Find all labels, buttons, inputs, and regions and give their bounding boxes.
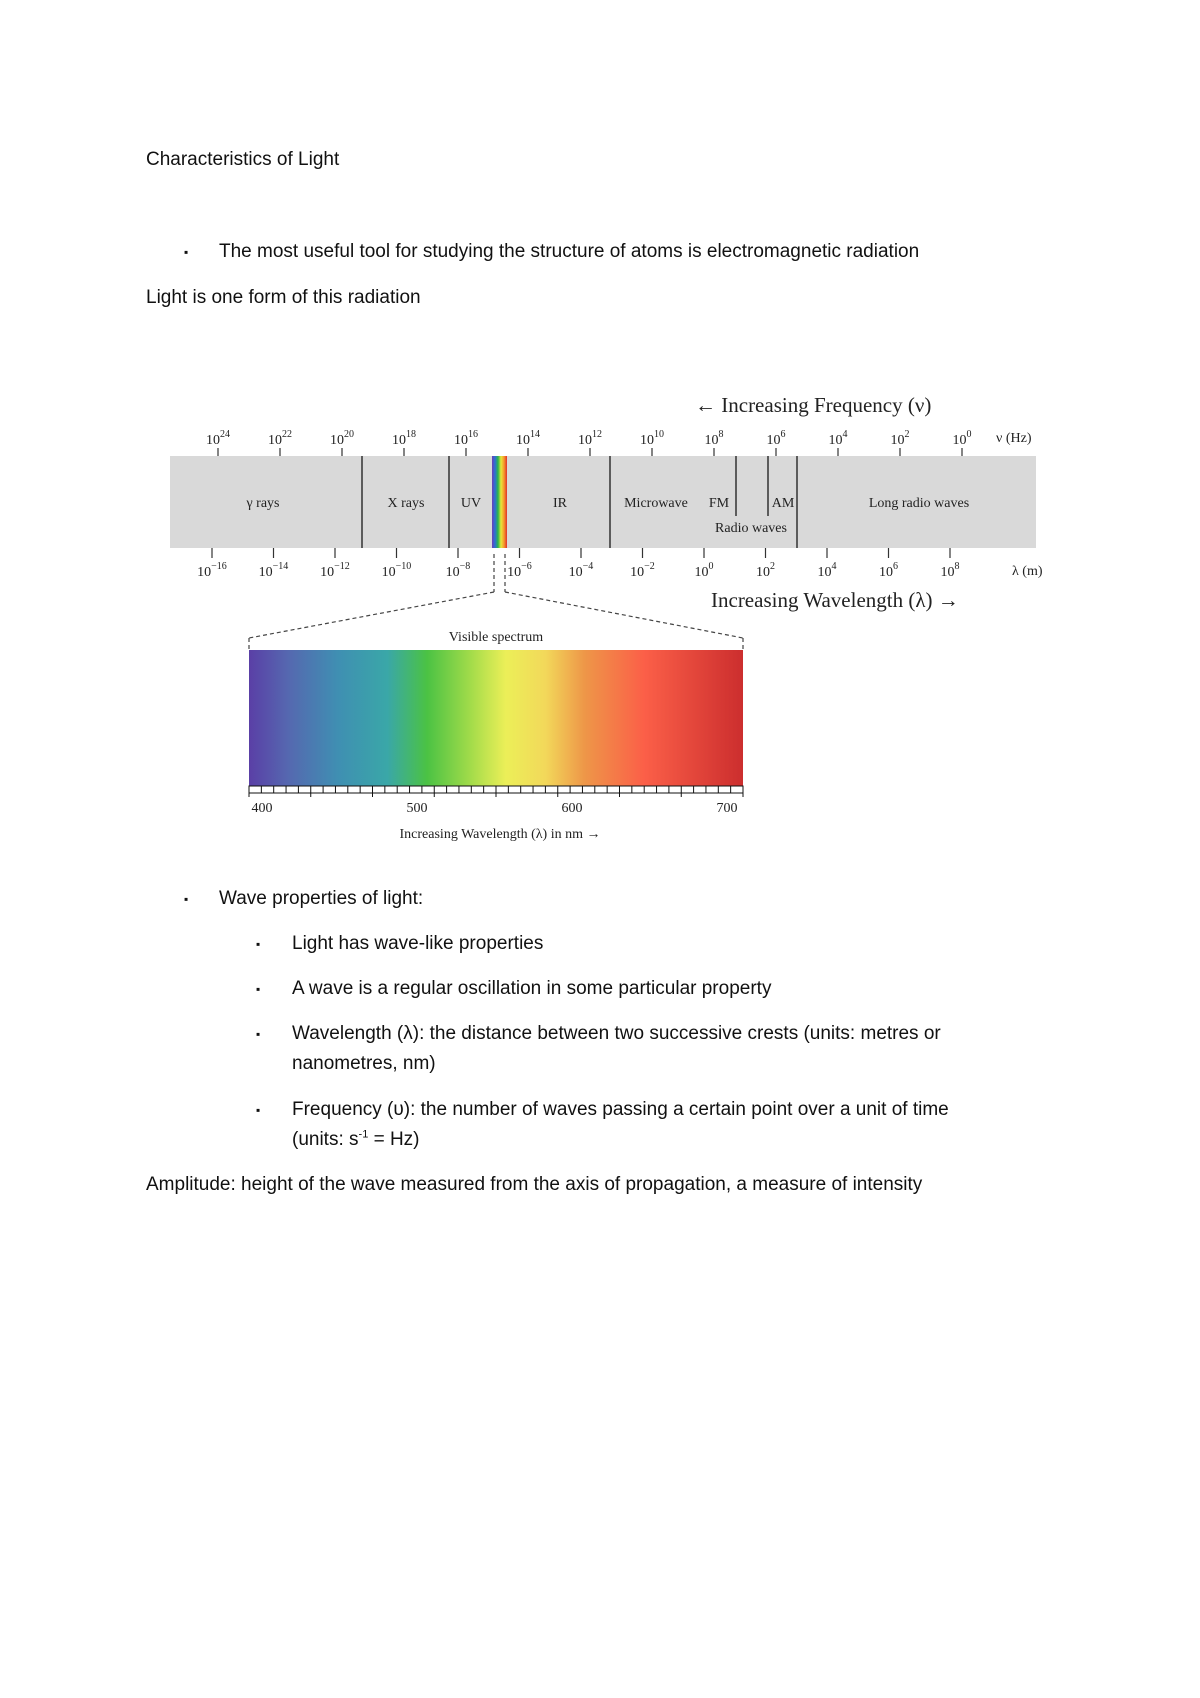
visible-scale-ticks [249,786,743,797]
sub-bullet-frequency: Frequency (υ): the number of waves passing a certain point over a unit of time [292,1099,949,1120]
frequency-unit-label: ν (Hz) [996,431,1032,446]
frequency-ticks [218,448,962,456]
frequency-tick-label: $10^{12}$ [578,429,602,448]
region-gamma-rays: γ rays [246,496,280,511]
frequency-tick-label: $10^6$ [766,429,786,448]
units-text-end: = Hz) [368,1129,420,1150]
frequency-tick-label: $10^2$ [890,429,910,448]
wavelength-tick-label: $10^{-8}$ [445,561,471,580]
frequency-tick-label: $10^4$ [828,429,848,448]
wavelength-tick-label: $10^0$ [694,561,714,580]
sub-bullet-wavelength-cont: nanometres, nm) [292,1053,436,1074]
intro-line: Light is one form of this radiation [146,287,421,308]
wavelength-tick-label: $10^8$ [940,561,960,580]
wavelength-tick-label: $10^6$ [879,561,898,580]
wavelength-tick-label: $10^{-4}$ [568,561,594,580]
frequency-tick-label: $10^{14}$ [516,429,540,448]
frequency-tick-label: $10^{22}$ [268,429,292,448]
wavelength-tick-label: $10^4$ [817,561,837,580]
wavelength-axis-title: Increasing Wavelength (λ) → [711,588,959,612]
frequency-tick-label: $10^{16}$ [454,429,478,448]
sub-bullet-frequency-units [292,1128,420,1152]
sub-bullet-oscillation: A wave is a regular oscillation in some particular property [292,978,772,999]
visible-spectrum-title: Visible spectrum [448,630,544,645]
intro-bullet-text: The most useful tool for studying the structure of atoms is electromagnetic radiation [219,241,920,262]
wavelength-tick-label: $10^{-6}$ [507,561,532,580]
visible-tick-400: 400 [251,801,273,816]
visible-tick-600: 600 [561,801,583,816]
em-spectrum-figure [170,388,1045,858]
page-title: Characteristics of Light [146,149,340,170]
visible-spectrum-bar [249,650,743,786]
sub-bullet-marker: ▪ [256,937,261,951]
region-fm: FM [708,496,730,511]
wavelength-tick-label: $10^2$ [756,561,775,580]
wavelength-tick-label: $10^{-14}$ [258,561,289,580]
wavelength-tick-label: $10^{-10}$ [381,561,412,580]
frequency-tick-label: $10^8$ [704,429,724,448]
visible-tick-500: 500 [406,801,428,816]
sub-bullet-marker: ▪ [256,1103,261,1117]
wavelength-tick-label: $10^{-2}$ [630,561,655,580]
frequency-tick-label: $10^{10}$ [640,429,664,448]
frequency-tick-labels [206,429,972,448]
region-ir: IR [553,496,567,511]
sub-bullet-marker: ▪ [256,1027,261,1041]
sub-bullet-wave-like: Light has wave-like properties [292,933,544,954]
frequency-tick-label: $10^{18}$ [392,429,416,448]
wavelength-tick-labels [197,561,959,580]
frequency-axis-title: ← Increasing Frequency (ν) [695,393,932,417]
region-uv: UV [460,496,482,511]
region-x-rays: X rays [387,496,425,511]
amplitude-line: Amplitude: height of the wave measured from the axis of propagation, a measure of intensity [146,1174,923,1195]
units-superscript: -1 [358,1128,369,1141]
sub-bullet-marker: ▪ [256,982,261,996]
wave-properties-heading: Wave properties of light: [219,888,424,909]
visible-strip [492,456,507,548]
wavelength-tick-label: $10^{-12}$ [320,561,350,580]
frequency-tick-label: $10^{24}$ [206,429,230,448]
sub-bullet-wavelength: Wavelength (λ): the distance between two successive crests (units: metres or [292,1023,941,1044]
region-microwave: Microwave [624,496,688,511]
bullet-marker: ▪ [184,892,189,906]
bullet-marker: ▪ [184,245,189,259]
region-long-radio-waves: Long radio waves [868,496,970,511]
wavelength-tick-label: $10^{-16}$ [197,561,227,580]
visible-tick-700: 700 [716,801,738,816]
wavelength-unit-label: λ (m) [1012,564,1043,579]
frequency-tick-label: $10^0$ [952,429,972,448]
visible-axis-title: Increasing Wavelength (λ) in nm → [399,827,601,842]
units-text: (units: s [292,1129,359,1150]
region-radio-waves: Radio waves [715,521,787,536]
frequency-tick-label: $10^{20}$ [330,429,354,448]
wavelength-ticks [212,548,950,558]
region-am: AM [771,496,795,511]
